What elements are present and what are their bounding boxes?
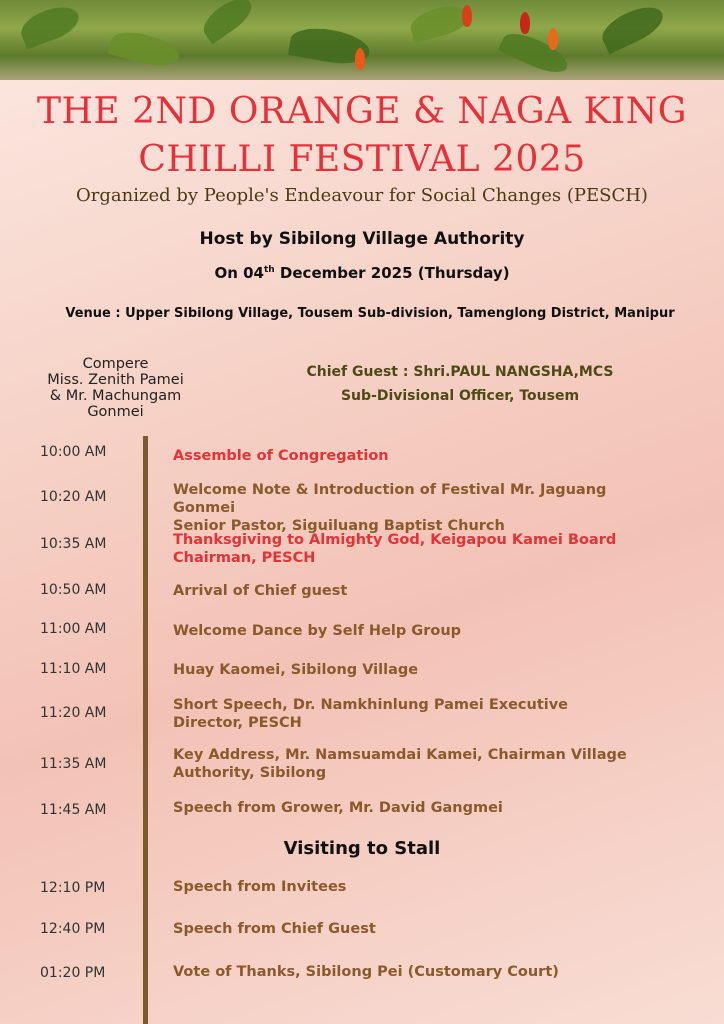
schedule-time: 11:20 AM	[40, 705, 107, 721]
schedule-time: 11:00 AM	[40, 621, 107, 637]
event-line-1: Assemble of Congregation	[173, 448, 389, 464]
chilli-plants-banner	[0, 0, 724, 80]
event-line-1: Thanksgiving to Almighty God, Keigapou Kamei Board	[173, 532, 617, 548]
schedule-time: 12:10 PM	[40, 880, 106, 896]
event-line-1: Speech from Chief Guest	[173, 921, 376, 937]
schedule-event	[173, 531, 673, 567]
schedule-event	[173, 447, 673, 465]
schedule-event	[173, 746, 673, 782]
compere-name-3: Gonmei	[87, 404, 144, 420]
event-line-1: Speech from Grower, Mr. David Gangmei	[173, 800, 503, 816]
schedule-event	[173, 622, 673, 640]
chief-guest-title: Sub-Divisional Officer, Tousem	[340, 388, 580, 404]
compere-name-2: & Mr. Machungam	[49, 388, 182, 404]
event-date	[0, 264, 724, 282]
host-line: Host by Sibilong Village Authority	[199, 229, 525, 249]
compere-block	[28, 356, 203, 420]
event-line-1: Vote of Thanks, Sibilong Pei (Customary Court)	[173, 964, 559, 980]
event-line-2: Chairman, PESCH	[173, 550, 316, 566]
event-line-2: Senior Pastor, Siguiluang Baptist Church	[173, 518, 505, 534]
event-line-1: Key Address, Mr. Namsuamdai Kamei, Chairman Village	[173, 747, 627, 763]
schedule-time: 10:35 AM	[40, 536, 107, 552]
schedule-time: 11:35 AM	[40, 756, 107, 772]
event-line-1: Arrival of Chief guest	[173, 583, 348, 599]
schedule-time: 11:45 AM	[40, 802, 107, 818]
date-prefix: On 04	[214, 264, 264, 282]
schedule-event	[173, 661, 673, 679]
timeline-bar	[143, 436, 148, 1024]
schedule-time: 12:40 PM	[40, 921, 106, 937]
schedule-event	[173, 582, 673, 600]
schedule-time: 10:20 AM	[40, 489, 107, 505]
schedule-event	[173, 799, 673, 817]
schedule-event	[173, 696, 673, 732]
compere-name-1: Miss. Zenith Pamei	[47, 372, 184, 388]
date-suffix: th	[263, 265, 275, 275]
event-line-1: Speech from Invitees	[173, 879, 347, 895]
schedule-time: 01:20 PM	[40, 965, 106, 981]
event-line-2: Authority, Sibilong	[173, 765, 327, 781]
schedule-event	[173, 920, 673, 938]
schedule-time: 10:00 AM	[40, 444, 107, 460]
festival-title-line2: CHILLI FESTIVAL 2025	[138, 139, 586, 180]
event-line-1: Welcome Note & Introduction of Festival Mr. Jaguang Gonmei	[173, 482, 607, 516]
compere-label: Compere	[82, 356, 149, 372]
schedule-event	[173, 878, 673, 896]
event-line-1: Short Speech, Dr. Namkhinlung Pamei Executive	[173, 697, 569, 713]
schedule-event	[173, 963, 673, 981]
visiting-stall-heading: Visiting to Stall	[283, 838, 441, 859]
schedule-time: 11:10 AM	[40, 661, 107, 677]
schedule-time: 10:50 AM	[40, 582, 107, 598]
chief-guest-name: Chief Guest : Shri.PAUL NANGSHA,MCS	[306, 364, 614, 380]
chief-guest-block	[280, 360, 640, 408]
schedule-event	[173, 481, 673, 535]
event-line-1: Welcome Dance by Self Help Group	[173, 623, 462, 639]
event-line-2: Director, PESCH	[173, 715, 302, 731]
organizer-line: Organized by People's Endeavour for Social Changes (PESCH)	[76, 185, 648, 206]
date-rest: December 2025 (Thursday)	[274, 264, 510, 282]
event-line-1: Huay Kaomei, Sibilong Village	[173, 662, 419, 678]
festival-title-line1: THE 2ND ORANGE & NAGA KING	[37, 91, 687, 132]
venue-line: Venue : Upper Sibilong Village, Tousem Sub-division, Tamenglong District, Manipur	[65, 306, 675, 321]
